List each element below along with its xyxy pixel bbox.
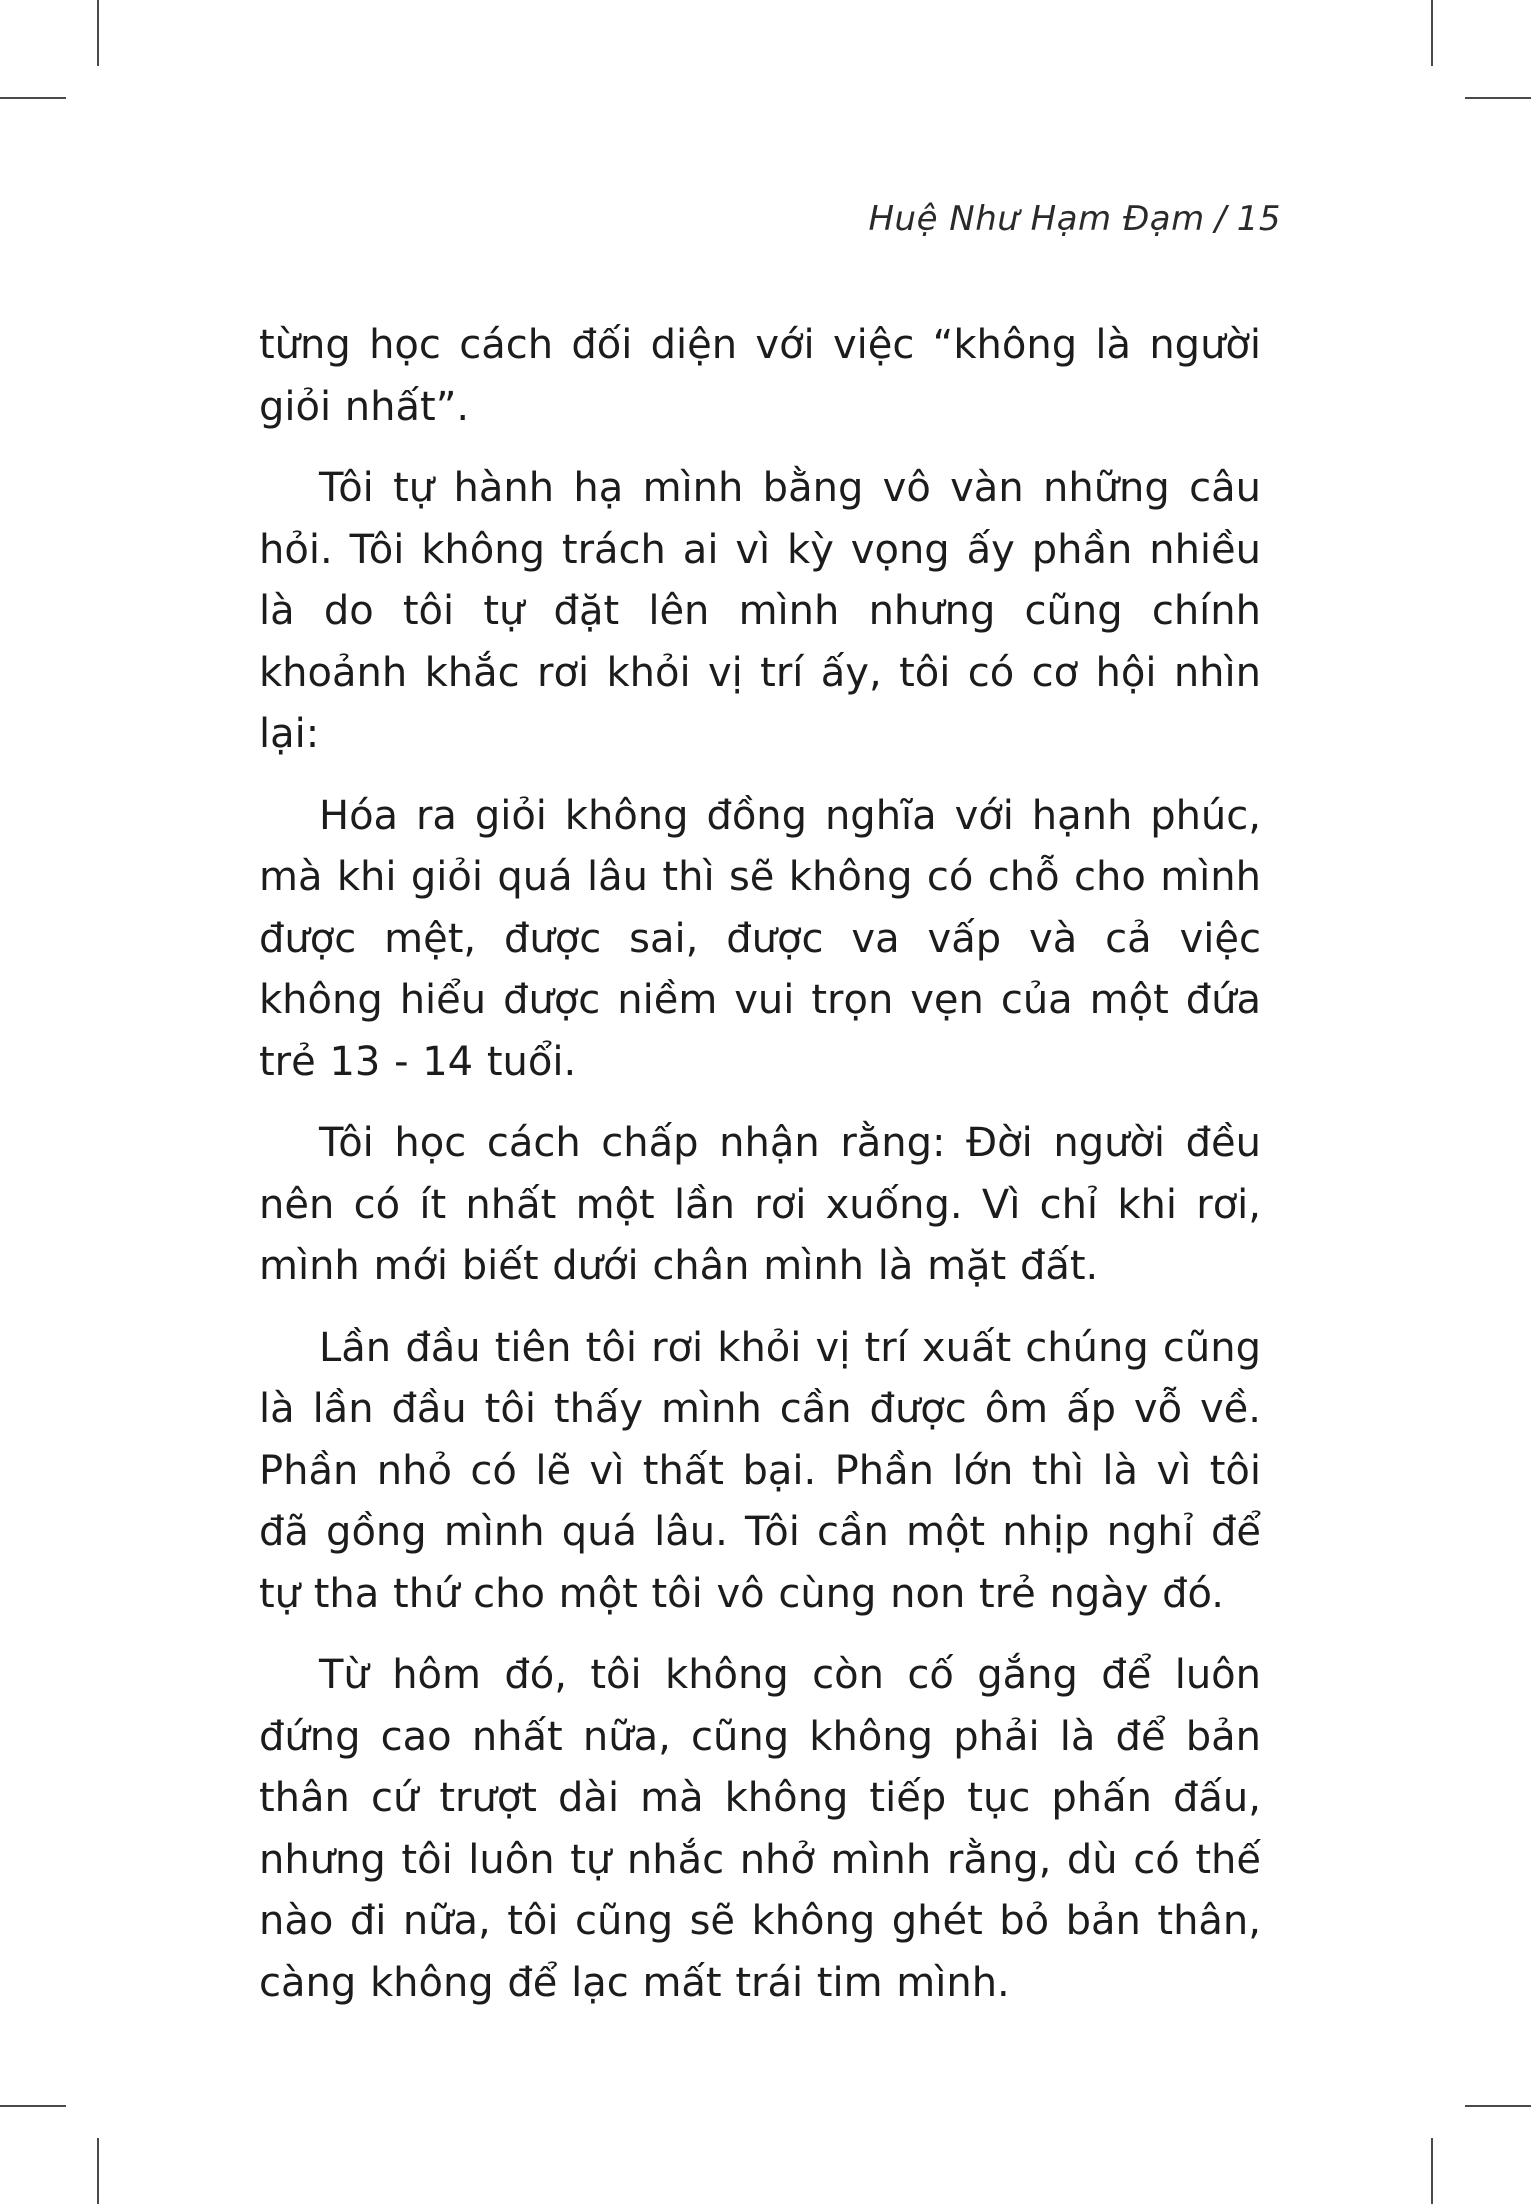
book-title: Huệ Như Hạm Đạm bbox=[868, 199, 1205, 239]
crop-mark-bottom-right-vertical bbox=[1431, 2138, 1433, 2204]
paragraph: Tôi học cách chấp nhận rằng: Đời người đều nên có ít nhất một lần rơi xuống. Vì chỉ khi rơi, mình mới biết dưới chân mình là mặt đất. bbox=[259, 1120, 1261, 1289]
paragraph-continuation: từng học cách đối diện với việc “không là người giỏi nhất”. bbox=[259, 322, 1261, 430]
crop-mark-top-left-vertical bbox=[97, 0, 99, 66]
body-text bbox=[259, 315, 1261, 2034]
running-head bbox=[868, 199, 1281, 239]
running-head-separator: / bbox=[1214, 199, 1227, 239]
crop-mark-top-right-vertical bbox=[1431, 0, 1433, 66]
paragraph: Từ hôm đó, tôi không còn cố gắng để luôn đứng cao nhất nữa, cũng không phải là để bản thân cứ trượt dài mà không tiếp tục phấn đấu, nhưng tôi luôn tự nhắc nhở mình rằng, dù có thế nào đi nữa, tôi cũng sẽ không ghét bỏ bản thân, càng không để lạc mất trái tim mình. bbox=[259, 1652, 1261, 2006]
crop-mark-bottom-right-horizontal bbox=[1465, 2105, 1531, 2107]
crop-mark-bottom-left-horizontal bbox=[0, 2105, 66, 2107]
paragraph: Lần đầu tiên tôi rơi khỏi vị trí xuất chúng cũng là lần đầu tôi thấy mình cần được ôm ấp vỗ về. Phần nhỏ có lẽ vì thất bại. Phần lớn thì là vì tôi đã gồng mình quá lâu. Tôi cần một nhịp nghỉ để tự tha thứ cho một tôi vô cùng non trẻ ngày đó. bbox=[259, 1324, 1261, 1617]
paragraph: Hóa ra giỏi không đồng nghĩa với hạnh phúc, mà khi giỏi quá lâu thì sẽ không có chỗ cho mình được mệt, được sai, được va vấp và cả việc không hiểu được niềm vui trọn vẹn của một đứa trẻ 13 - 14 tuổi. bbox=[259, 792, 1261, 1085]
page-number: 15 bbox=[1236, 199, 1281, 239]
crop-mark-top-right-horizontal bbox=[1465, 97, 1531, 99]
paragraph: Tôi tự hành hạ mình bằng vô vàn những câu hỏi. Tôi không trách ai vì kỳ vọng ấy phần nhiều là do tôi tự đặt lên mình nhưng cũng chính khoảnh khắc rơi khỏi vị trí ấy, tôi có cơ hội nhìn lại: bbox=[259, 465, 1261, 757]
crop-mark-bottom-left-vertical bbox=[97, 2138, 99, 2204]
crop-mark-top-left-horizontal bbox=[0, 97, 66, 99]
